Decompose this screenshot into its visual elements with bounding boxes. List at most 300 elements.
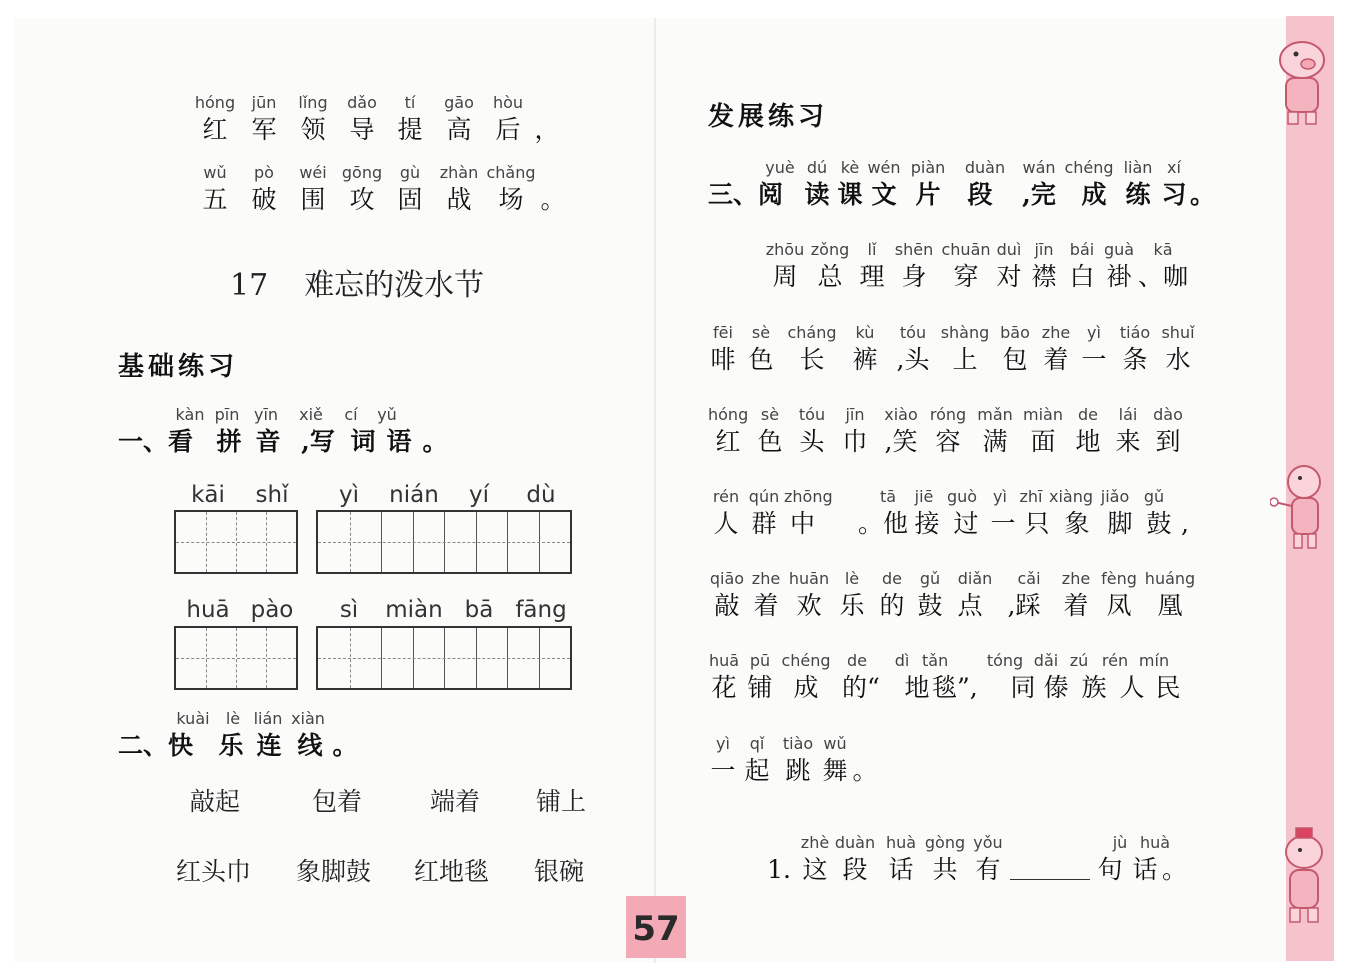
hanzi: 乐 (218, 731, 244, 760)
hanzi: 话 (888, 855, 914, 884)
hanzi: 欢 (796, 591, 822, 620)
hanzi: 课 (837, 180, 863, 209)
passage-line-4 (708, 487, 1192, 541)
hanzi: 总 (817, 262, 843, 291)
box-word-1-pinyin (176, 482, 304, 508)
hanzi: 啡 (710, 345, 736, 374)
hanzi: 一、看 (118, 427, 194, 456)
hanzi: 破 (251, 185, 277, 214)
pinyin: gǔ (1143, 487, 1165, 506)
match-word[interactable]: 银碗 (534, 857, 585, 886)
hanzi: 攻 (349, 185, 375, 214)
pinyin: lǐng (298, 93, 328, 112)
pinyin: pīn (214, 405, 240, 424)
hanzi: 音 (255, 427, 281, 456)
pinyin: bā (464, 597, 494, 623)
hanzi: 文 (871, 180, 897, 209)
hanzi: 鼓 (1146, 509, 1172, 538)
box-word-2-pinyin (318, 482, 572, 508)
hanzi: 满 (982, 427, 1008, 456)
passage-line-1 (764, 240, 1188, 294)
hanzi: 习 (1161, 180, 1187, 209)
pinyin: jūn (251, 93, 277, 112)
hanzi: 红 (715, 427, 741, 456)
match-word[interactable]: 红地毯 (414, 857, 490, 886)
hanzi: 上 (952, 345, 978, 374)
hanzi: 群 (751, 509, 777, 538)
pinyin: fēi (713, 323, 733, 342)
passage-line-3 (708, 405, 1188, 459)
pinyin: xiě (299, 405, 323, 424)
pinyin: yì (338, 482, 359, 508)
hanzi: 民 (1155, 673, 1181, 702)
pinyin: dú (806, 158, 828, 177)
hanzi: ,头 (896, 345, 930, 374)
hanzi: 的 (879, 591, 905, 620)
pinyin: wǔ (823, 734, 847, 753)
passage-hanzi (708, 507, 1192, 541)
writing-grid-2[interactable] (316, 510, 572, 574)
pinyin: wéi (299, 163, 327, 182)
pinyin: tí (404, 93, 416, 112)
pinyin: yǒu (973, 833, 1003, 852)
pinyin: hóng (708, 405, 749, 424)
hanzi: 来 (1115, 427, 1141, 456)
pinyin: jīn (845, 405, 865, 424)
hanzi: 条 (1122, 345, 1148, 374)
question-3-hanzi (708, 178, 1214, 212)
pinyin: tā (879, 487, 897, 506)
hanzi: 共 (932, 855, 958, 884)
poem-line-2-pinyin (190, 163, 568, 183)
fox-cartoon-icon (1270, 456, 1334, 556)
hanzi: 对 (996, 262, 1022, 291)
hanzi: 中 (790, 509, 816, 538)
pinyin: tóng (986, 651, 1024, 670)
pink-side-strip (1286, 16, 1334, 961)
lesson-name: 难忘的泼水节 (304, 268, 485, 303)
passage-hanzi (708, 425, 1188, 459)
hanzi: 1. (767, 855, 791, 884)
pinyin: kuài (176, 709, 210, 728)
poem-line-1-hanzi (190, 113, 562, 147)
pinyin: rén (712, 487, 740, 506)
pinyin: shuǐ (1161, 323, 1195, 342)
hanzi: 铺 (747, 673, 773, 702)
pinyin: de (882, 569, 902, 588)
spacer (758, 833, 800, 853)
pinyin: cí (344, 405, 358, 424)
writing-grid-1[interactable] (174, 510, 298, 574)
hanzi: 句 (1097, 855, 1123, 884)
pinyin: guò (946, 487, 978, 506)
match-word[interactable]: 敲起 (190, 787, 241, 816)
hanzi: 练 (1125, 180, 1151, 209)
hanzi: 的“ (842, 673, 880, 702)
pinyin: shàng (940, 323, 990, 342)
pinyin: cǎi (1017, 569, 1041, 588)
hanzi: 身 (901, 262, 927, 291)
hanzi: 水 (1165, 345, 1191, 374)
question-4-pinyin (758, 833, 1186, 853)
passage-line-2 (708, 323, 1198, 377)
pinyin: mǎn (977, 405, 1013, 424)
passage-pinyin (708, 323, 1198, 343)
hanzi: 一 (990, 509, 1016, 538)
passage-hanzi (708, 589, 1198, 623)
pinyin: sì (339, 597, 359, 623)
pinyin: zhōng (784, 487, 833, 506)
pinyin: róng (929, 405, 967, 424)
hanzi: 同 (1010, 673, 1036, 702)
pinyin: jiǎo (1100, 487, 1130, 506)
pinyin: shǐ (255, 482, 289, 508)
hanzi: 地 (904, 673, 930, 702)
pinyin: miàn (1023, 405, 1063, 424)
hanzi: 白 (1069, 262, 1095, 291)
passage-hanzi (708, 343, 1198, 377)
pinyin: pò (254, 163, 274, 182)
pinyin: shēn (894, 240, 934, 259)
hanzi: 拼 (216, 427, 242, 456)
pinyin: tóu (899, 323, 927, 342)
pinyin: kè (840, 158, 860, 177)
hanzi: 成 (793, 673, 819, 702)
hanzi: 人 (713, 509, 739, 538)
pinyin: huáng (1144, 569, 1196, 588)
pinyin: fāng (515, 597, 567, 623)
passage-pinyin (764, 240, 1188, 260)
pinyin: piàn (910, 158, 946, 177)
hanzi: 成 (1081, 180, 1107, 209)
pinyin: pào (250, 597, 294, 623)
hanzi: 地 (1075, 427, 1101, 456)
pinyin: gǔ (919, 569, 941, 588)
hanzi: 跳 (785, 756, 811, 785)
pinyin: pū (749, 651, 771, 670)
passage-hanzi (764, 260, 1188, 294)
pinyin: sè (760, 405, 780, 424)
box-word-4-pinyin (318, 597, 572, 623)
pinyin: zhe (1041, 323, 1071, 342)
hanzi: 穿 (953, 262, 979, 291)
pinyin: cháng (787, 323, 837, 342)
hanzi: 五 (202, 185, 228, 214)
pinyin: zhe (751, 569, 781, 588)
pinyin: rén (1101, 651, 1129, 670)
question-4-hanzi (758, 853, 1186, 887)
question-2-hanzi (118, 729, 360, 763)
pinyin: liàn (1123, 158, 1153, 177)
match-word[interactable]: 端着 (430, 787, 481, 816)
hanzi: 片 (915, 180, 941, 209)
hanzi: 战 (446, 185, 472, 214)
hanzi: 导 (349, 115, 375, 144)
hanzi: 。 (1190, 180, 1216, 209)
hanzi: 。他 (857, 509, 908, 538)
pinyin: wén (867, 158, 901, 177)
pinyin: jiē (914, 487, 934, 506)
pinyin: yǔ (377, 405, 397, 424)
hanzi: 。 (332, 731, 358, 760)
hanzi: 着 (753, 591, 779, 620)
pinyin: fèng (1101, 569, 1137, 588)
pinyin: chuān (941, 240, 991, 259)
pinyin: bāo (1000, 323, 1030, 342)
hanzi: 容 (935, 427, 961, 456)
pig-cartoon-icon (1268, 30, 1332, 130)
hanzi: 连 (256, 731, 282, 760)
pinyin: mín (1138, 651, 1170, 670)
hanzi: 人 (1119, 673, 1145, 702)
spacer (1008, 833, 1102, 853)
hanzi: 傣 (1043, 673, 1069, 702)
pinyin: dǎo (347, 93, 377, 112)
hanzi: 线 (297, 731, 323, 760)
hanzi: 这 (802, 855, 828, 884)
section-basic-heading: 基础练习 (118, 352, 239, 382)
hanzi: 长 (799, 345, 825, 374)
pinyin: xí (1167, 158, 1181, 177)
pinyin: kā (1153, 240, 1173, 259)
pinyin: lè (844, 569, 860, 588)
hanzi: 。 (1162, 855, 1188, 884)
match-top-row (190, 782, 616, 818)
question-3-pinyin (708, 158, 1214, 178)
hanzi: ,踩 (1007, 591, 1041, 620)
hanzi: 场 (498, 185, 524, 214)
pinyin: miàn (385, 597, 443, 623)
pinyin: gòng (924, 833, 966, 852)
pinyin: qún (748, 487, 780, 506)
pinyin: xiào (884, 405, 918, 424)
pinyin: kāi (191, 482, 225, 508)
pinyin: tǎn (922, 651, 949, 670)
hanzi: 围 (300, 185, 326, 214)
pinyin: yīn (253, 405, 279, 424)
passage-line-7 (708, 734, 880, 788)
question-2 (118, 709, 360, 763)
pinyin: lián (253, 709, 283, 728)
hanzi: 一 (1081, 345, 1107, 374)
pinyin: wǔ (203, 163, 227, 182)
pinyin: xiàng (1048, 487, 1093, 506)
hanzi: 敲 (714, 591, 740, 620)
hanzi: 红 (202, 115, 228, 144)
answer-blank[interactable] (1010, 853, 1090, 880)
hanzi: 高 (446, 115, 472, 144)
pinyin: jù (1112, 833, 1128, 852)
question-1-hanzi (118, 425, 450, 459)
pinyin: zú (1069, 651, 1089, 670)
hanzi: 着 (1043, 345, 1069, 374)
pinyin: gù (399, 163, 421, 182)
pinyin: yì (716, 734, 730, 753)
hanzi: 舞 (822, 756, 848, 785)
pinyin: gōng (341, 163, 383, 182)
hanzi: 乐 (839, 591, 865, 620)
hanzi: 裤 (852, 345, 878, 374)
pinyin: tiáo (1119, 323, 1151, 342)
pinyin: hòu (492, 93, 524, 112)
match-word[interactable]: 红头巾 (176, 857, 252, 886)
hanzi: 话 (1132, 855, 1158, 884)
hanzi: 后 (495, 115, 521, 144)
pinyin: lái (1118, 405, 1138, 424)
hanzi: 象 (1064, 509, 1090, 538)
pinyin: kàn (175, 405, 205, 424)
question-2-pinyin (118, 709, 360, 729)
pinyin: diǎn (957, 569, 993, 588)
hanzi: 。 (540, 185, 566, 214)
pinyin: sè (751, 323, 771, 342)
pinyin: chéng (1064, 158, 1114, 177)
pinyin: de (1078, 405, 1098, 424)
hanzi: 襟 (1031, 262, 1057, 291)
hanzi: ,写 (301, 427, 335, 456)
passage-line-5 (708, 569, 1198, 623)
lesson-number: 17 (230, 268, 269, 303)
pinyin: duàn (964, 158, 1006, 177)
passage-hanzi (708, 754, 880, 788)
poem-line-2 (190, 163, 568, 217)
pinyin: huà (1139, 833, 1171, 852)
pinyin: de (847, 651, 867, 670)
pinyin: duàn (834, 833, 876, 852)
poem-line-2-hanzi (190, 183, 568, 217)
pinyin: yì (1087, 323, 1101, 342)
hanzi: 褂 (1106, 262, 1132, 291)
hanzi: 点 (957, 591, 983, 620)
pinyin: zhōu (765, 240, 805, 259)
hanzi: 军 (251, 115, 277, 144)
poem-line-1-pinyin (190, 93, 562, 113)
pinyin: bái (1069, 240, 1095, 259)
pinyin: chǎng (486, 163, 536, 182)
writing-grid-4[interactable] (316, 626, 572, 690)
pinyin: dào (1153, 405, 1183, 424)
hanzi: 色 (757, 427, 783, 456)
hanzi: 。 (852, 756, 878, 785)
pinyin: hóng (194, 93, 236, 112)
passage-line-6 (708, 651, 1186, 705)
pinyin: zhàn (439, 163, 479, 182)
question-1-pinyin (118, 405, 450, 425)
passage-pinyin (708, 405, 1188, 425)
pinyin: nián (389, 482, 439, 508)
pinyin: qǐ (749, 734, 765, 753)
hanzi: 包 (1002, 345, 1028, 374)
hanzi: 色 (748, 345, 774, 374)
passage-pinyin (708, 569, 1198, 589)
pinyin: huà (885, 833, 917, 852)
pinyin: duì (996, 240, 1022, 259)
hanzi: 毯”, (932, 673, 978, 702)
pinyin: wán (1022, 158, 1056, 177)
pinyin: tóu (798, 405, 826, 424)
hanzi: 段 (842, 855, 868, 884)
wolf-cartoon-icon (1268, 822, 1332, 932)
hanzi: 理 (859, 262, 885, 291)
question-4 (758, 833, 1186, 887)
hanzi: 族 (1081, 673, 1107, 702)
hanzi: 周 (772, 262, 798, 291)
pinyin: qiāo (709, 569, 745, 588)
hanzi: 有 (975, 855, 1001, 884)
lesson-title (230, 260, 484, 304)
pinyin: dì (894, 651, 910, 670)
pinyin: huā (708, 651, 740, 670)
hanzi: 头 (799, 427, 825, 456)
hanzi: 。 (422, 427, 448, 456)
pinyin: huā (186, 597, 230, 623)
hanzi: 凤 (1106, 591, 1132, 620)
hanzi: 巾 (842, 427, 868, 456)
hanzi: 词 (350, 427, 376, 456)
section-dev-heading: 发展练习 (708, 102, 829, 132)
hanzi: 、咖 (1138, 262, 1189, 291)
hanzi: 鼓 (917, 591, 943, 620)
hanzi: 花 (711, 673, 737, 702)
match-word[interactable]: 包着 (312, 787, 363, 816)
match-bottom-row (176, 852, 614, 888)
question-3 (708, 158, 1214, 212)
hanzi: 脚 (1107, 509, 1133, 538)
hanzi: 着 (1063, 591, 1089, 620)
pinyin: zhe (1061, 569, 1091, 588)
hanzi: 一 (710, 756, 736, 785)
hanzi: 过 (953, 509, 979, 538)
hanzi: 领 (300, 115, 326, 144)
pinyin: xiàn (291, 709, 325, 728)
hanzi: 接 (914, 509, 940, 538)
hanzi: ,完 (1022, 180, 1056, 209)
hanzi: 只 (1024, 509, 1050, 538)
hanzi: ,笑 (884, 427, 918, 456)
hanzi: 读 (804, 180, 830, 209)
hanzi: 二、快 (118, 731, 194, 760)
question-1 (118, 405, 450, 459)
pinyin: lǐ (867, 240, 877, 259)
passage-hanzi (708, 671, 1186, 705)
pinyin: dǎi (1033, 651, 1059, 670)
page-number: 57 (626, 896, 686, 958)
hanzi: 起 (744, 756, 770, 785)
hanzi: 段 (967, 180, 993, 209)
hanzi: , (1181, 509, 1189, 538)
passage-pinyin (708, 734, 880, 754)
hanzi: ， (534, 115, 560, 144)
passage-pinyin (708, 487, 1192, 507)
pinyin: gāo (444, 93, 474, 112)
match-word[interactable]: 象脚鼓 (296, 857, 372, 886)
box-word-3-pinyin (176, 597, 304, 623)
writing-grid-3[interactable] (174, 626, 298, 690)
passage-pinyin (708, 651, 1186, 671)
pinyin: yuè (765, 158, 795, 177)
poem-line-1 (190, 93, 562, 147)
pinyin: zǒng (810, 240, 850, 259)
pinyin: dù (526, 482, 556, 508)
hanzi: 固 (397, 185, 423, 214)
pinyin: zhī (1019, 487, 1043, 506)
hanzi: 语 (386, 427, 412, 456)
hanzi: 提 (397, 115, 423, 144)
match-word[interactable]: 铺上 (536, 787, 587, 816)
pinyin: yì (993, 487, 1007, 506)
hanzi: 三、阅 (708, 180, 784, 209)
pinyin: zhè (800, 833, 830, 852)
